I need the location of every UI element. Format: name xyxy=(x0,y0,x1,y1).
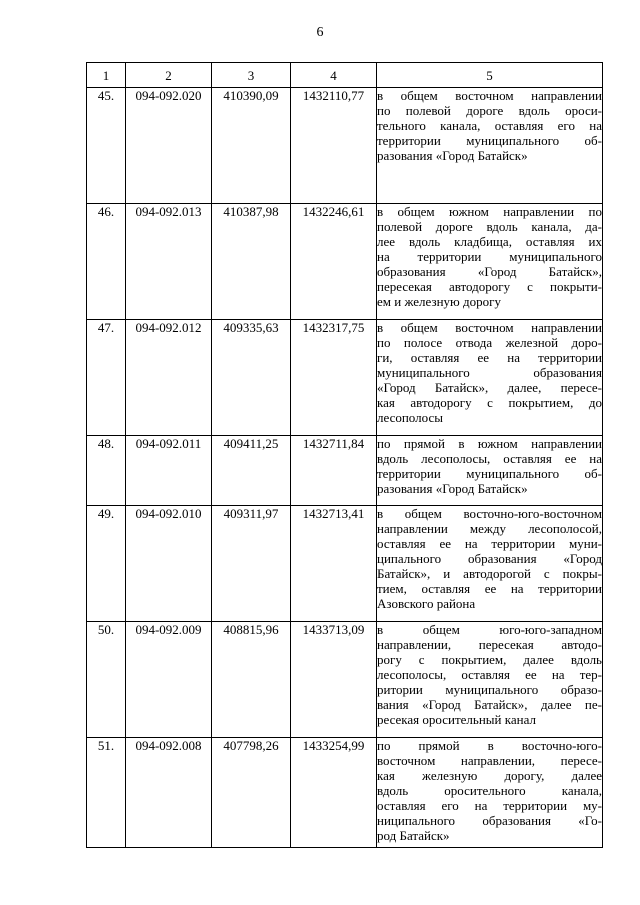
coordinate-y-cell: 1433254,99 xyxy=(291,738,377,848)
boundary-description-cell xyxy=(377,738,603,848)
point-code-cell: 094-092.011 xyxy=(126,436,212,506)
description-line: по прямой в южном направлении xyxy=(377,436,602,451)
description-line: оставляя ее на территории муни- xyxy=(377,536,602,551)
description-line: кая железную дорогу, далее xyxy=(377,768,602,783)
coordinate-y-cell: 1432713,41 xyxy=(291,506,377,622)
boundary-description-cell xyxy=(377,506,603,622)
row-number-cell: 50. xyxy=(87,622,126,738)
description-line: в общем восточном направлении xyxy=(377,88,602,103)
table-row xyxy=(87,738,603,848)
coordinate-x-cell: 407798,26 xyxy=(212,738,291,848)
description-line: ресекая оросительный канал xyxy=(377,712,536,727)
description-line: ниципального образования «Го- xyxy=(377,813,602,828)
description-line: территории муниципального об- xyxy=(377,466,602,481)
description-line: разования «Город Батайск» xyxy=(377,481,528,496)
description-line: ритории муниципального образо- xyxy=(377,682,602,697)
description-line: ципального образования «Город xyxy=(377,551,602,566)
column-header: 2 xyxy=(126,63,212,88)
point-code-cell: 094-092.013 xyxy=(126,204,212,320)
point-code-cell: 094-092.012 xyxy=(126,320,212,436)
row-number-cell: 46. xyxy=(87,204,126,320)
description-line: оставляя его на территории му- xyxy=(377,798,602,813)
description-line: направлении между лесополосой, xyxy=(377,521,602,536)
description-line: вдоль лесополосы, оставляя ее на xyxy=(377,451,602,466)
coordinate-y-cell: 1432317,75 xyxy=(291,320,377,436)
coordinate-x-cell: 409411,25 xyxy=(212,436,291,506)
column-header: 4 xyxy=(291,63,377,88)
column-header: 1 xyxy=(87,63,126,88)
row-number-cell: 47. xyxy=(87,320,126,436)
coordinate-y-cell: 1432110,77 xyxy=(291,88,377,204)
page-number: 6 xyxy=(316,25,324,40)
description-line: полевой дороге вдоль канала, да- xyxy=(377,219,602,234)
row-number-cell: 49. xyxy=(87,506,126,622)
table-row xyxy=(87,436,603,506)
column-header: 3 xyxy=(212,63,291,88)
boundary-description-cell xyxy=(377,204,603,320)
coordinate-x-cell: 410387,98 xyxy=(212,204,291,320)
description-line: территории муниципального об- xyxy=(377,133,602,148)
description-line: лесополосы, оставляя ее на тер- xyxy=(377,667,602,682)
coordinate-y-cell: 1433713,09 xyxy=(291,622,377,738)
point-code-cell: 094-092.008 xyxy=(126,738,212,848)
description-line: восточном направлении, пересе- xyxy=(377,753,602,768)
description-line: муниципального образования xyxy=(377,365,602,380)
table-row xyxy=(87,506,603,622)
row-number-cell: 48. xyxy=(87,436,126,506)
table-row xyxy=(87,88,603,204)
description-line: Батайск», и автодорогой с покры- xyxy=(377,566,602,581)
description-line: в общем южном направлении по xyxy=(377,204,602,219)
description-line: лее вдоль кладбища, оставляя их xyxy=(377,234,602,249)
description-line: по прямой в восточно-юго- xyxy=(377,738,602,753)
description-line: тельного канала, оставляя его на xyxy=(377,118,602,133)
row-number-cell: 45. xyxy=(87,88,126,204)
column-header: 5 xyxy=(377,63,603,88)
description-line: на территории муниципального xyxy=(377,249,602,264)
boundary-description-cell xyxy=(377,320,603,436)
coordinate-x-cell: 410390,09 xyxy=(212,88,291,204)
table-row xyxy=(87,622,603,738)
description-line: Азовского района xyxy=(377,596,476,611)
description-line: по полосе отвода железной доро- xyxy=(377,335,602,350)
coordinate-y-cell: 1432246,61 xyxy=(291,204,377,320)
description-line: тием, оставляя ее на территории xyxy=(377,581,602,596)
description-line: род Батайск» xyxy=(377,828,450,843)
boundary-table xyxy=(86,62,603,848)
description-line: ги, оставляя ее на территории xyxy=(377,350,602,365)
point-code-cell: 094-092.020 xyxy=(126,88,212,204)
table-row xyxy=(87,320,603,436)
description-line: в общем восточно-юго-восточном xyxy=(377,506,602,521)
description-line: вдоль оросительного канала, xyxy=(377,783,602,798)
description-line: образования «Город Батайск», xyxy=(377,264,602,279)
coordinate-x-cell: 409335,63 xyxy=(212,320,291,436)
description-line: в общем юго-юго-западном xyxy=(377,622,602,637)
description-line: «Город Батайск», далее, пересе- xyxy=(377,380,602,395)
description-line: ем и железную дорогу xyxy=(377,294,501,309)
coordinate-y-cell: 1432711,84 xyxy=(291,436,377,506)
boundary-description-cell xyxy=(377,436,603,506)
table-header-row xyxy=(87,63,603,88)
coordinate-x-cell: 408815,96 xyxy=(212,622,291,738)
boundary-description-cell xyxy=(377,88,603,204)
description-line: лесополосы xyxy=(377,410,443,425)
description-line: пересекая автодорогу с покрыти- xyxy=(377,279,602,294)
row-number-cell: 51. xyxy=(87,738,126,848)
description-line: разования «Город Батайск» xyxy=(377,148,528,163)
point-code-cell: 094-092.009 xyxy=(126,622,212,738)
description-line: кая автодорогу с покрытием, до xyxy=(377,395,602,410)
boundary-description-cell xyxy=(377,622,603,738)
description-line: вания «Город Батайск», далее пе- xyxy=(377,697,602,712)
description-line: направлении, пересекая автодо- xyxy=(377,637,602,652)
coordinate-x-cell: 409311,97 xyxy=(212,506,291,622)
description-line: рогу с покрытием, далее вдоль xyxy=(377,652,602,667)
description-line: по полевой дороге вдоль ороси- xyxy=(377,103,602,118)
table-body xyxy=(87,88,603,848)
point-code-cell: 094-092.010 xyxy=(126,506,212,622)
description-line: в общем восточном направлении xyxy=(377,320,602,335)
table-row xyxy=(87,204,603,320)
